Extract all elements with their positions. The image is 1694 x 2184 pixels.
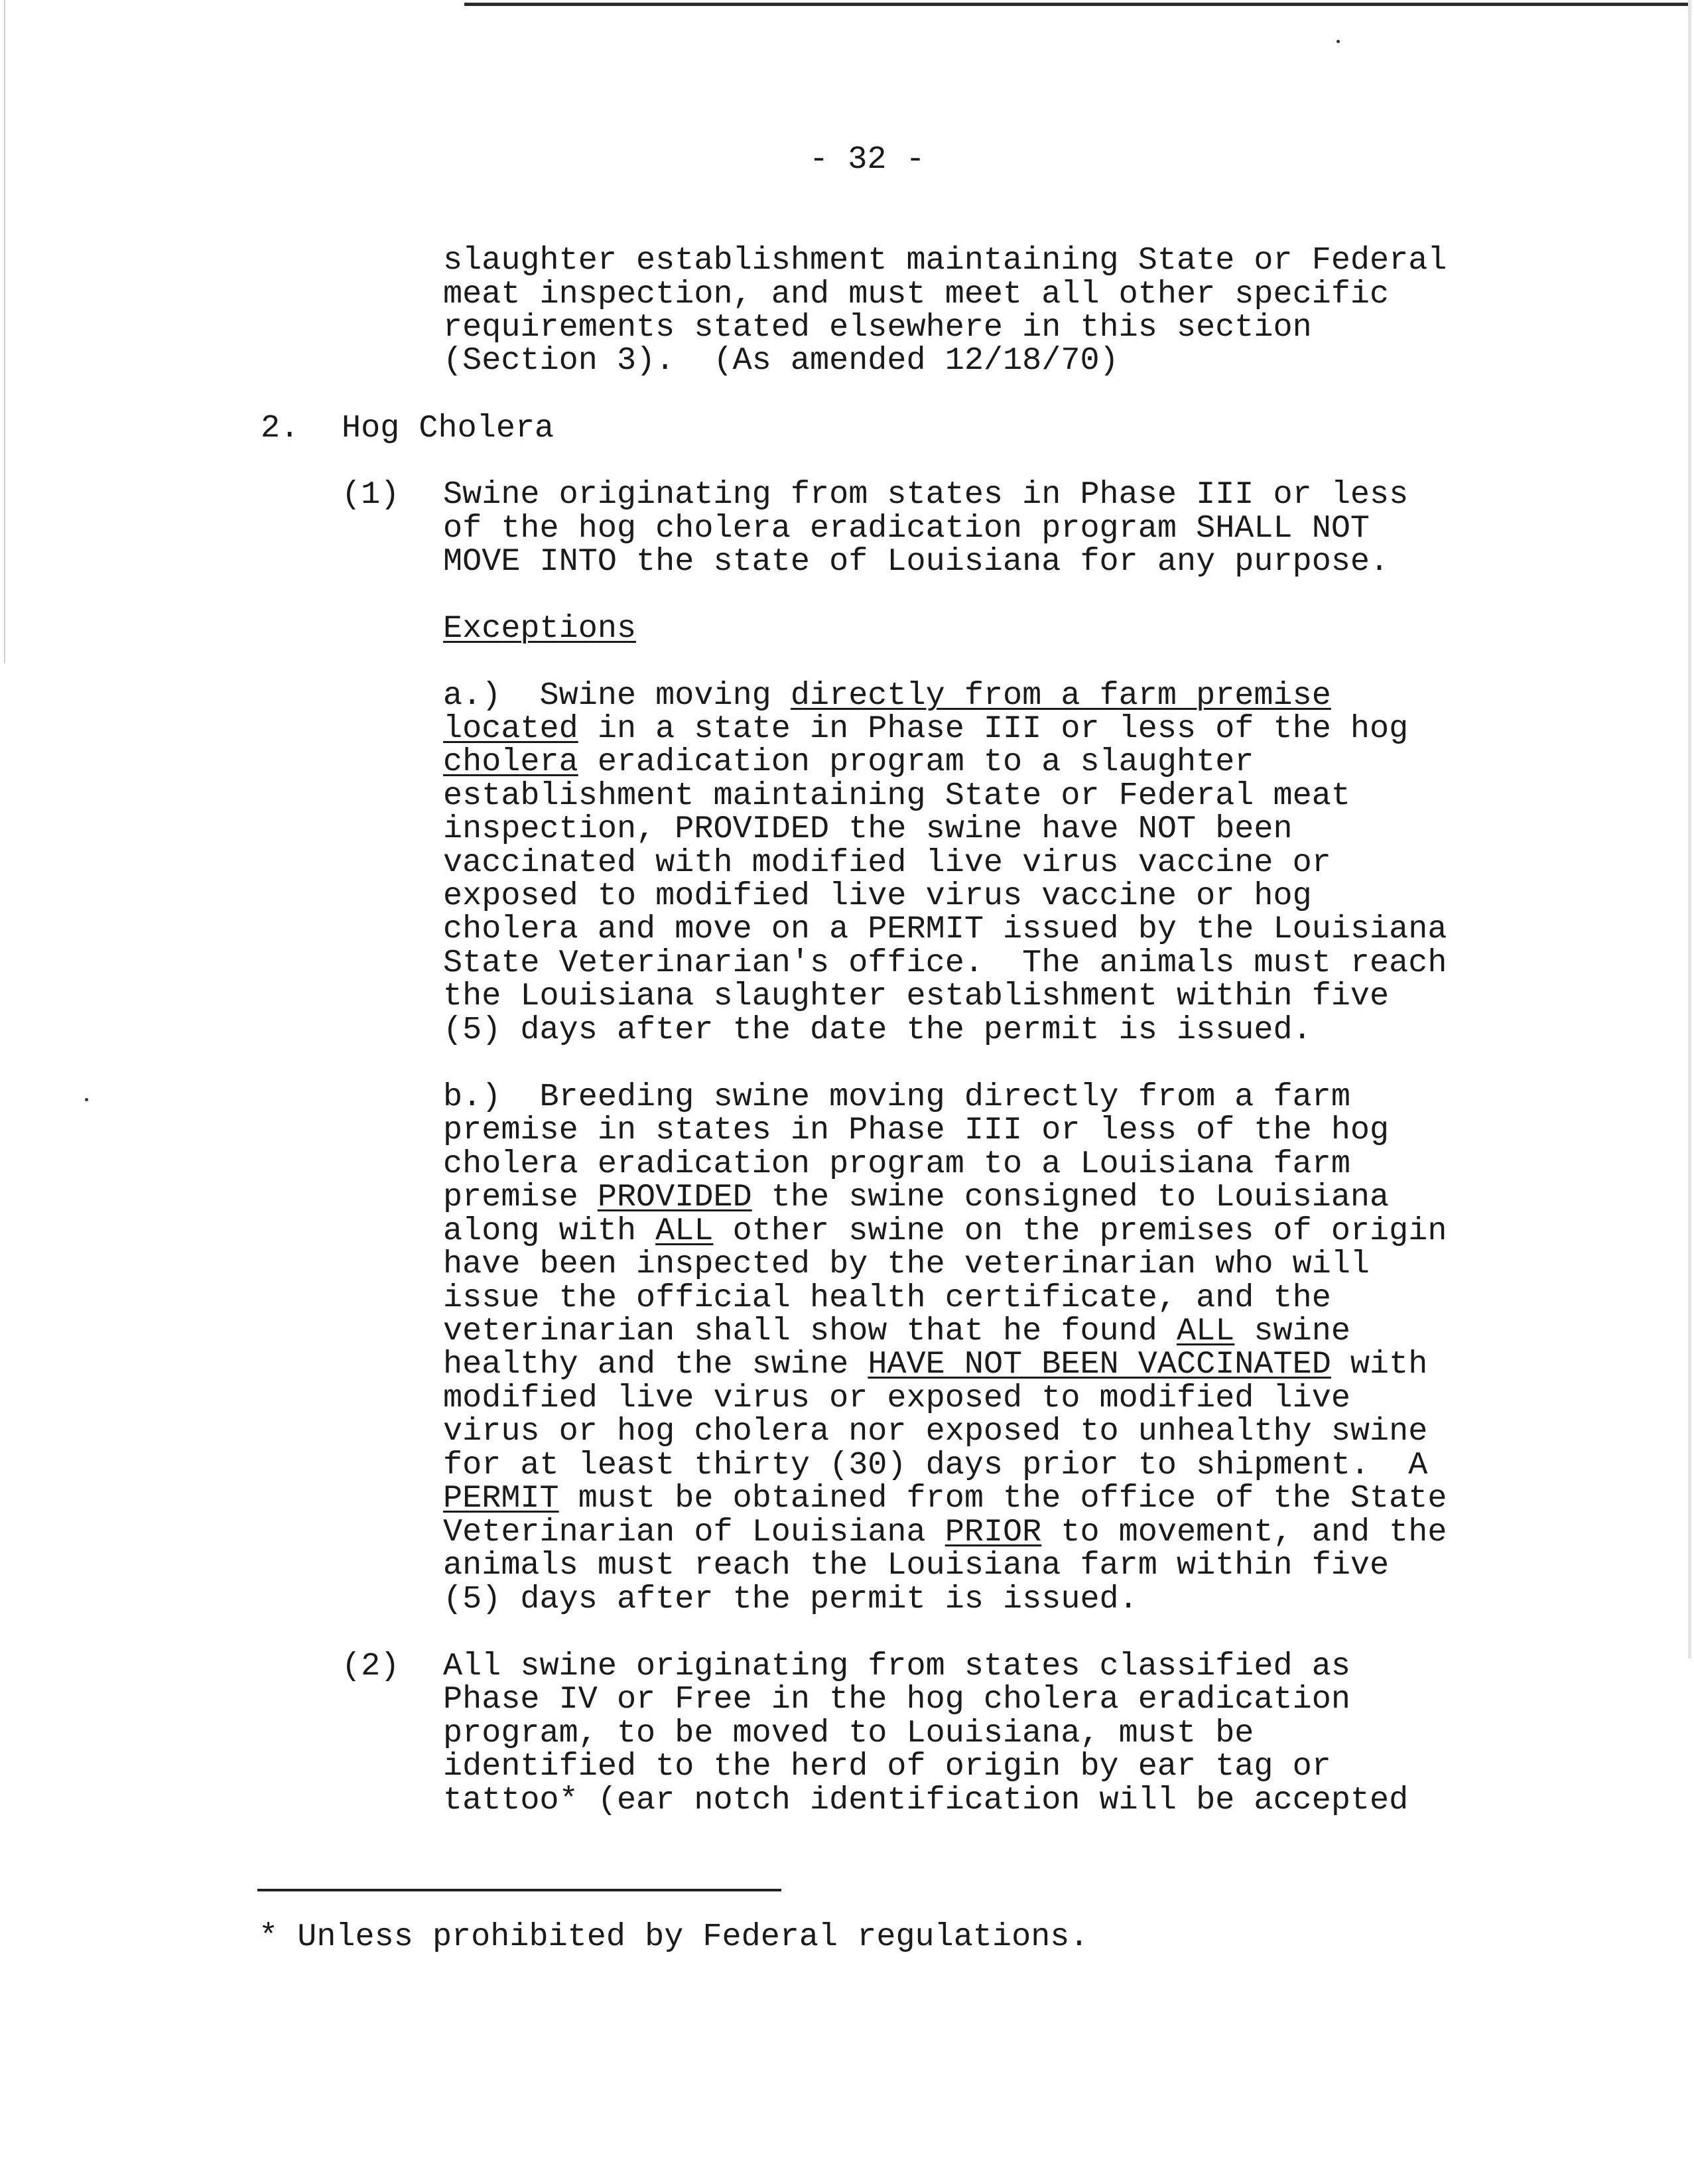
- underlined-text: cholera: [443, 744, 578, 780]
- exception-a-line: State Veterinarian's office. The animals must reach: [443, 945, 1447, 981]
- footnote-rule: [257, 1889, 781, 1891]
- exception-a-line: vaccinated with modified live virus vaccine or: [443, 845, 1331, 881]
- exception-b-line: along with ALL other swine on the premises of origin: [443, 1213, 1447, 1249]
- item-2-line: Phase IV or Free in the hog cholera eradication: [443, 1681, 1350, 1718]
- exception-b-line: for at least thirty (30) days prior to shipment. A: [443, 1447, 1428, 1483]
- scan-speck: [85, 1098, 88, 1101]
- underlined-text: PRIOR: [945, 1514, 1042, 1550]
- exception-b-line: modified live virus or exposed to modified live: [443, 1380, 1350, 1416]
- item-1-label: (1): [342, 476, 400, 513]
- exception-a-line: establishment maintaining State or Federal meat: [443, 778, 1350, 814]
- exception-b-line: premise in states in Phase III or less of the hog: [443, 1112, 1390, 1148]
- exception-b-line: animals must reach the Louisiana farm within five: [443, 1547, 1390, 1584]
- exception-a-line: inspection, PROVIDED the swine have NOT been: [443, 811, 1293, 847]
- scan-edge-left: [4, 0, 5, 663]
- item-1-line: Swine originating from states in Phase III or less: [443, 476, 1409, 513]
- page-number: - 32 -: [809, 141, 925, 178]
- item-2-line: tattoo* (ear notch identification will be accepted: [443, 1782, 1409, 1818]
- underlined-text: PROVIDED: [597, 1179, 752, 1215]
- exception-b-line: have been inspected by the veterinarian who will: [443, 1246, 1370, 1282]
- underlined-text: PERMIT: [443, 1480, 559, 1517]
- exception-b-line: (5) days after the permit is issued.: [443, 1581, 1138, 1617]
- exception-a-line: exposed to modified live virus vaccine or hog: [443, 878, 1312, 914]
- underlined-text: directly from a farm premise: [790, 677, 1331, 714]
- exception-b-line: b.) Breeding swine moving directly from a farm: [443, 1079, 1350, 1115]
- exception-b-line: PERMIT must be obtained from the office of the State: [443, 1480, 1447, 1517]
- underlined-text: ALL: [1176, 1313, 1235, 1349]
- exceptions-heading: Exceptions: [443, 610, 637, 647]
- intro-line: slaughter establishment maintaining State or Federal: [443, 242, 1447, 279]
- item-1-line: of the hog cholera eradication program SHALL NOT: [443, 510, 1370, 547]
- underlined-text: HAVE NOT BEEN VACCINATED: [868, 1346, 1331, 1383]
- underlined-text: ALL: [655, 1213, 714, 1249]
- section-number: 2.: [261, 410, 300, 446]
- scan-edge-top: [464, 3, 1691, 6]
- exception-b-line: veterinarian shall show that he found ALL swine: [443, 1313, 1350, 1349]
- item-2-label: (2): [342, 1648, 400, 1684]
- exception-b-line: healthy and the swine HAVE NOT BEEN VACCINATED with: [443, 1346, 1428, 1383]
- item-2-line: All swine originating from states classified as: [443, 1648, 1350, 1684]
- intro-line: (Section 3). (As amended 12/18/70): [443, 342, 1119, 379]
- item-1-line: MOVE INTO the state of Louisiana for any purpose.: [443, 543, 1390, 580]
- item-2-line: identified to the herd of origin by ear tag or: [443, 1748, 1331, 1785]
- exception-a-line: (5) days after the date the permit is issued.: [443, 1012, 1312, 1048]
- exception-a-line: cholera and move on a PERMIT issued by the Louisiana: [443, 911, 1447, 947]
- exception-b-line: Veterinarian of Louisiana PRIOR to movement, and the: [443, 1514, 1447, 1550]
- exception-b-line: issue the official health certificate, and the: [443, 1280, 1331, 1316]
- intro-line: meat inspection, and must meet all other specific: [443, 276, 1390, 312]
- exception-a-line: cholera eradication program to a slaughter: [443, 744, 1254, 780]
- scan-edge-right: [1688, 0, 1691, 1659]
- intro-line: requirements stated elsewhere in this section: [443, 309, 1312, 346]
- footnote: * Unless prohibited by Federal regulations.: [259, 1919, 1089, 1955]
- exception-b-line: cholera eradication program to a Louisiana farm: [443, 1146, 1350, 1182]
- scan-speck: [1336, 40, 1340, 43]
- underlined-text: located: [443, 711, 578, 747]
- exception-a-line: located in a state in Phase III or less of the hog: [443, 711, 1409, 747]
- exception-a-line: the Louisiana slaughter establishment within five: [443, 978, 1390, 1014]
- exception-a-line: a.) Swine moving directly from a farm premise: [443, 677, 1331, 714]
- section-title: Hog Cholera: [342, 410, 554, 446]
- exception-b-line: premise PROVIDED the swine consigned to Louisiana: [443, 1179, 1390, 1215]
- item-2-line: program, to be moved to Louisiana, must be: [443, 1715, 1254, 1751]
- exception-b-line: virus or hog cholera nor exposed to unhealthy swine: [443, 1413, 1428, 1450]
